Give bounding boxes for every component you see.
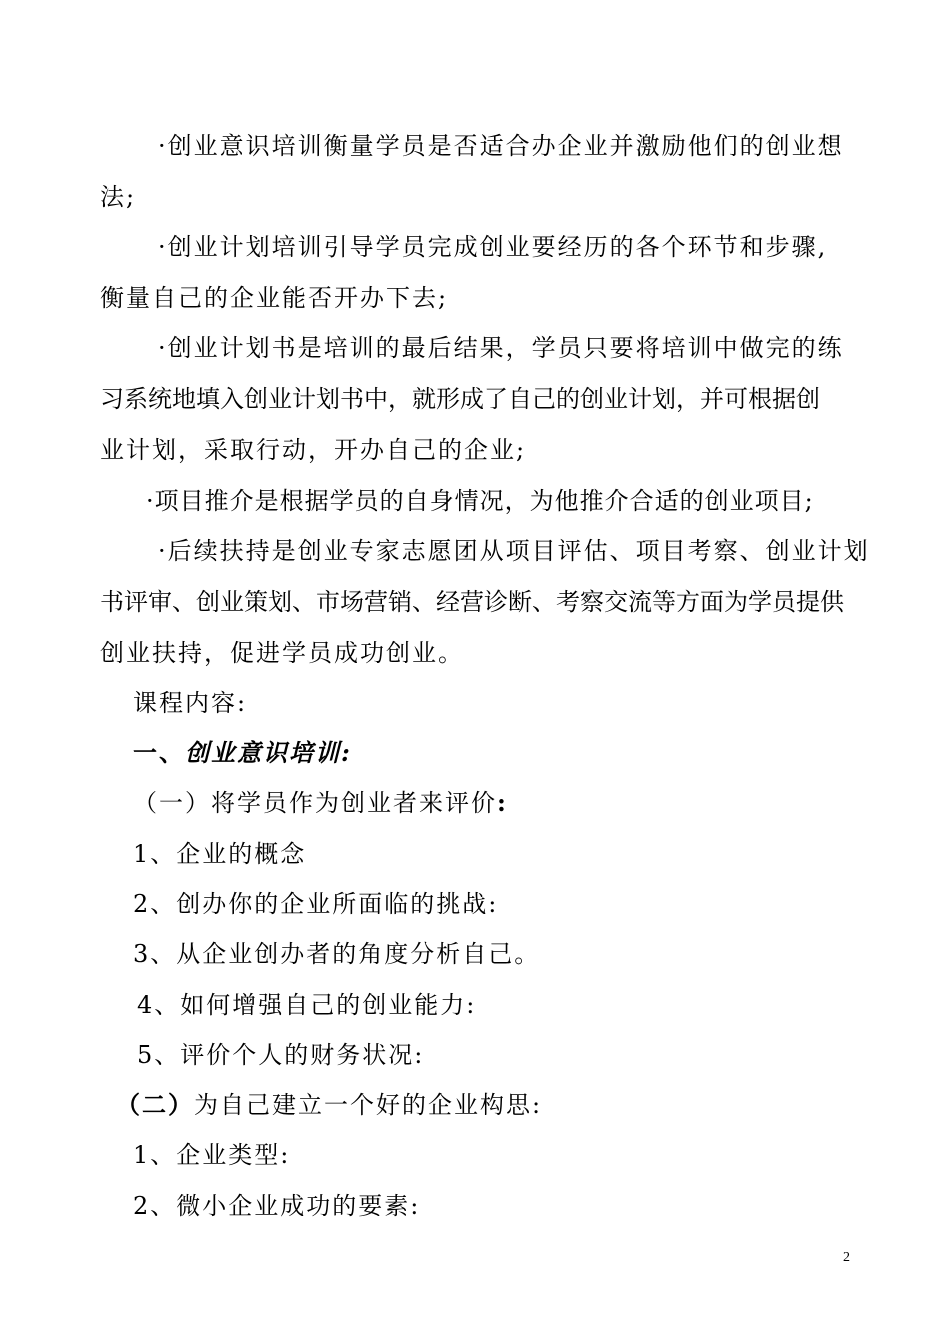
bullet-1-line-2: 法; bbox=[100, 183, 137, 211]
list-item: 4、如何增强自己的创业能力: bbox=[137, 991, 477, 1019]
course-content-label: 课程内容: bbox=[133, 689, 248, 717]
subsection-1-heading bbox=[133, 789, 508, 817]
bullet-3-line-3: 业计划，采取行动，开办自己的企业; bbox=[100, 436, 527, 464]
bullet-5-line-2: 书评审、创业策划、市场营销、经营诊断、考察交流等方面为学员提供 bbox=[100, 588, 844, 616]
subsection-2-heading bbox=[116, 1091, 542, 1119]
list-item: 3、从企业创办者的角度分析自己。 bbox=[133, 940, 541, 968]
list-item: 1、企业类型: bbox=[133, 1141, 291, 1169]
bullet-5-line-1: ·后续扶持是创业专家志愿团从项目评估、项目考察、创业计划 bbox=[158, 537, 870, 565]
bullet-3-line-2: 习系统地填入创业计划书中，就形成了自己的创业计划，并可根据创 bbox=[100, 385, 820, 413]
bullet-4-line-1: ·项目推介是根据学员的自身情况，为他推介合适的创业项目; bbox=[146, 487, 814, 515]
bullet-2-line-1: ·创业计划培训引导学员完成创业要经历的各个环节和步骤, bbox=[158, 233, 828, 261]
list-item: 2、创办你的企业所面临的挑战: bbox=[133, 890, 499, 918]
section-heading-title: 创业意识培训: bbox=[185, 738, 352, 767]
bullet-5-line-3: 创业扶持，促进学员成功创业。 bbox=[100, 639, 464, 667]
subsection-2-title: 为自己建立一个好的企业构思: bbox=[194, 1091, 543, 1119]
section-heading-prefix: 一、 bbox=[133, 738, 185, 767]
bullet-1-line-1: ·创业意识培训衡量学员是否适合办企业并激励他们的创业想 bbox=[158, 132, 844, 160]
subsection-1-colon: : bbox=[497, 788, 508, 817]
bullet-3-line-1: ·创业计划书是培训的最后结果，学员只要将培训中做完的练 bbox=[158, 334, 844, 362]
list-item: 1、企业的概念 bbox=[133, 840, 307, 868]
list-item: 5、评价个人的财务状况: bbox=[137, 1041, 425, 1069]
list-item: 2、微小企业成功的要素: bbox=[133, 1192, 421, 1220]
subsection-2-label: （二） bbox=[116, 1090, 194, 1119]
bullet-2-line-2: 衡量自己的企业能否开办下去; bbox=[100, 284, 449, 312]
subsection-1-label: （一）将学员作为创业者来评价 bbox=[133, 789, 497, 817]
page-number: 2 bbox=[843, 1250, 850, 1265]
section-heading bbox=[133, 739, 352, 767]
